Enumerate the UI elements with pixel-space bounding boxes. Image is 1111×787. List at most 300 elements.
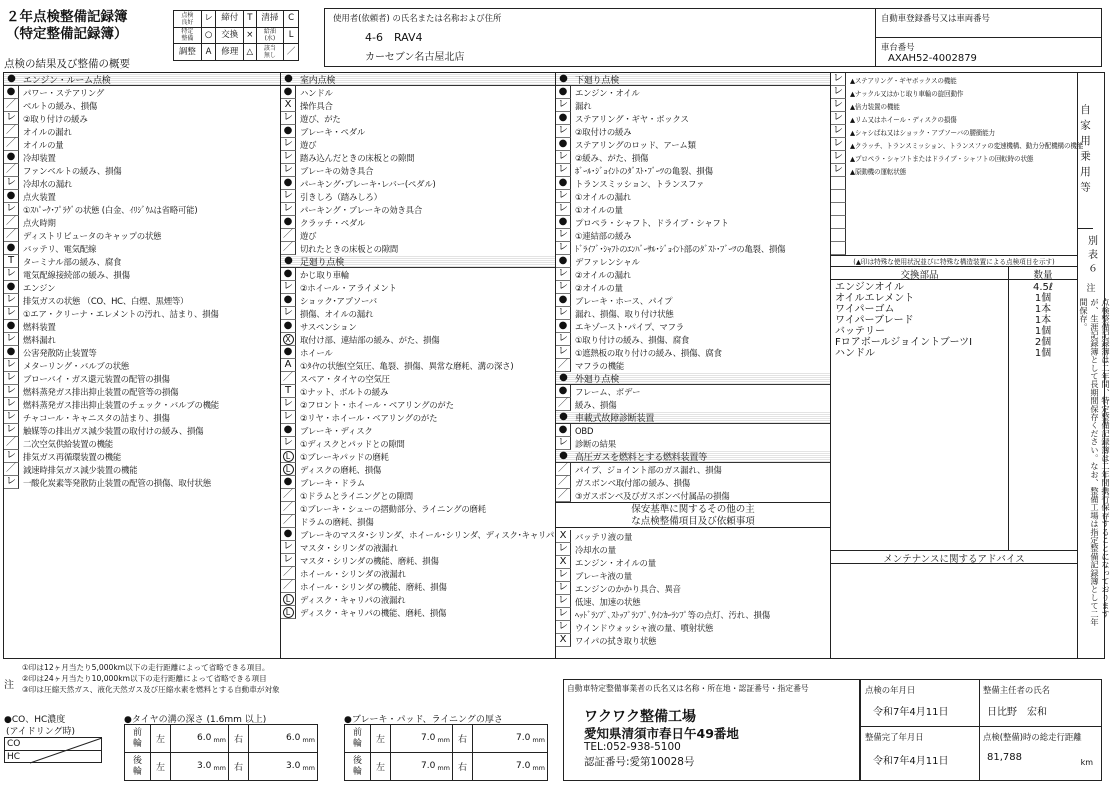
pad-front-right-label: 右: [453, 725, 473, 753]
item-label: パーキング・ブレーキの効き具合: [300, 204, 423, 215]
check-item: [281, 554, 555, 567]
check-mark[interactable]: レ: [4, 372, 19, 385]
check-item: [831, 164, 1077, 177]
check-item: [281, 242, 555, 255]
check-mark[interactable]: レ: [281, 138, 296, 151]
check-mark[interactable]: レ: [556, 125, 571, 138]
check-item: [4, 333, 280, 346]
item-label: オイルの量: [23, 139, 64, 150]
check-mark[interactable]: ●: [281, 216, 296, 229]
check-mark[interactable]: ●: [281, 528, 296, 541]
check-mark[interactable]: レ: [281, 281, 296, 294]
check-item: [831, 203, 1077, 216]
co-hc-blank-diagonal: [30, 738, 102, 763]
check-item: [831, 86, 1077, 99]
check-mark[interactable]: レ: [556, 582, 571, 595]
check-mark[interactable]: ／: [281, 580, 296, 593]
pad-front-label: 前 輪: [345, 725, 371, 753]
item-label: ①取り付けの緩み、損傷、腐食: [575, 334, 690, 345]
check-mark[interactable]: [831, 229, 846, 242]
check-mark[interactable]: レ: [556, 268, 571, 281]
check-mark[interactable]: ／: [281, 372, 296, 385]
check-mark[interactable]: ／: [4, 138, 19, 151]
check-mark[interactable]: レ: [4, 268, 19, 281]
check-mark[interactable]: ●: [559, 73, 568, 84]
check-item: [556, 476, 830, 489]
item-label: 取付け部、連結部の緩み、がた、損傷: [300, 334, 440, 345]
check-mark[interactable]: レ: [4, 359, 19, 372]
check-item: [4, 398, 280, 411]
check-mark[interactable]: ●: [556, 385, 571, 398]
item-label: ①ｽﾊﾟｰｸ･ﾌﾟﾗｸﾞの状態 (白金、ｲﾘｼﾞｳﾑは省略可能): [23, 204, 198, 215]
check-item: [281, 463, 555, 476]
check-mark[interactable]: レ: [4, 203, 19, 216]
check-mark[interactable]: レ: [556, 229, 571, 242]
check-item: [281, 411, 555, 424]
tire-front-left-value: 6.0: [197, 732, 212, 743]
check-mark[interactable]: レ: [281, 437, 296, 450]
check-mark[interactable]: [831, 190, 846, 203]
chassis-value: AXAH52-4002879: [888, 53, 977, 64]
check-item: [281, 450, 555, 463]
item-label: ①ﾀｲﾔの状態(空気圧、亀裂、損傷、異常な磨耗、溝の深さ): [300, 360, 514, 371]
check-item: [556, 203, 830, 216]
check-mark[interactable]: ●: [4, 281, 19, 294]
check-mark[interactable]: ●: [556, 216, 571, 229]
item-label: 燃料装置: [23, 321, 56, 332]
column-interior-chassis: [280, 72, 555, 659]
item-label: 車載式故障診断装置: [575, 413, 655, 424]
item-label: エキゾースト･パイプ、マフラ: [575, 321, 684, 332]
check-mark[interactable]: ／: [281, 489, 296, 502]
check-mark[interactable]: レ: [556, 151, 571, 164]
check-mark[interactable]: X: [556, 556, 571, 569]
check-mark[interactable]: レ: [281, 411, 296, 424]
check-item: [556, 216, 830, 229]
check-item: [4, 450, 280, 463]
item-label: マフラの機能: [575, 360, 625, 371]
check-mark[interactable]: ●: [281, 86, 296, 99]
check-mark[interactable]: ／: [281, 229, 296, 242]
check-mark[interactable]: レ: [281, 554, 296, 567]
check-item: [831, 177, 1077, 190]
check-mark[interactable]: ／: [281, 515, 296, 528]
customer-line2: カーセブン名古屋北店: [365, 52, 465, 63]
item-label: ③ガスボンベ及びガスボンベ付属品の損傷: [575, 490, 730, 501]
item-label: ブローバイ・ガス還元装置の配管の損傷: [23, 373, 170, 384]
check-mark[interactable]: [281, 463, 296, 476]
check-item: [4, 268, 280, 281]
side-strip: [1078, 72, 1111, 659]
item-label: ①オイルの量: [575, 204, 623, 215]
legend-label: 交換: [216, 27, 244, 44]
legend-label: 特定 整備: [174, 27, 202, 44]
check-item: [4, 463, 280, 476]
check-item: [281, 489, 555, 502]
advice-title: メンテナンスに関するアドバイス: [831, 551, 1077, 564]
check-mark[interactable]: ／: [556, 476, 571, 489]
part-qty: 1本: [1034, 315, 1052, 326]
check-mark[interactable]: A: [281, 359, 296, 372]
check-mark[interactable]: ●: [556, 112, 571, 125]
check-item: [4, 307, 280, 320]
check-mark[interactable]: ●: [556, 255, 571, 268]
shop-address: 愛知県清須市春日午49番地: [584, 726, 739, 741]
item-label: 燃料蒸発ガス排出抑止装置の配管等の損傷: [23, 386, 179, 397]
tire-table: [124, 724, 318, 781]
item-label: ②取付けの緩み: [575, 126, 632, 137]
check-mark[interactable]: ／: [4, 437, 19, 450]
check-mark[interactable]: レ: [4, 476, 19, 489]
check-mark[interactable]: ●: [556, 177, 571, 190]
item-label: ハンドル: [300, 87, 333, 98]
item-label: ファンベルトの緩み、損傷: [23, 165, 122, 176]
check-item: [4, 203, 280, 216]
check-mark[interactable]: レ: [281, 541, 296, 554]
check-mark[interactable]: レ: [556, 99, 571, 112]
check-mark[interactable]: レ: [556, 608, 571, 621]
check-mark[interactable]: レ: [556, 281, 571, 294]
item-label: 減速時排気ガス減少装置の機能: [23, 464, 138, 475]
check-mark[interactable]: レ: [831, 151, 846, 164]
check-item: [281, 476, 555, 489]
check-mark[interactable]: ／: [556, 398, 571, 411]
item-label: 冷却水の漏れ: [23, 178, 73, 189]
check-mark[interactable]: ／: [281, 567, 296, 580]
check-mark[interactable]: ●: [281, 294, 296, 307]
item-label: マスタ・シリンダの液漏れ: [300, 542, 398, 553]
check-item: [4, 385, 280, 398]
item-label: パイプ、ジョイント部のガス漏れ、損傷: [575, 464, 722, 475]
check-mark[interactable]: ●: [281, 424, 296, 437]
check-mark[interactable]: レ: [831, 125, 846, 138]
legend-table: [173, 10, 299, 61]
check-mark[interactable]: ／: [4, 216, 19, 229]
check-mark[interactable]: [831, 216, 846, 229]
check-mark[interactable]: レ: [4, 112, 19, 125]
check-mark[interactable]: レ: [281, 307, 296, 320]
check-mark[interactable]: ／: [281, 502, 296, 515]
item-label: ②取り付けの緩み: [23, 113, 88, 124]
column-engine-room: [3, 72, 280, 659]
item-label: 高圧ガスを燃料とする燃料装置等: [575, 452, 708, 463]
check-mark[interactable]: レ: [831, 164, 846, 177]
item-label: ①連結部の緩み: [575, 230, 632, 241]
check-item: [281, 359, 555, 372]
item-label: ▲プロペラ・シャフトまたはドライブ・シャフトの回転時の状態: [850, 154, 1034, 163]
check-mark[interactable]: ／: [4, 463, 19, 476]
check-mark[interactable]: ●: [281, 476, 296, 489]
item-label: 触媒等の排出ガス減少装置の取付けの緩み、損傷: [23, 425, 204, 436]
pad-front-right-value: 7.0: [516, 732, 531, 743]
item-label: ▲倍力装置の機能: [850, 102, 900, 111]
tire-rear-right-value: 3.0: [286, 760, 301, 771]
check-mark[interactable]: [831, 177, 846, 190]
check-mark[interactable]: ●: [4, 242, 19, 255]
chief-label: 整備主任者の氏名: [983, 685, 1050, 695]
check-item: [281, 346, 555, 359]
check-mark[interactable]: [281, 333, 296, 346]
check-item: [4, 281, 280, 294]
check-mark[interactable]: ●: [556, 424, 571, 437]
check-item: [556, 556, 830, 569]
item-label: ステアリング・ギヤ・ボックス: [575, 113, 689, 124]
check-mark[interactable]: ●: [284, 255, 293, 266]
check-mark[interactable]: レ: [281, 112, 296, 125]
check-mark[interactable]: ●: [4, 190, 19, 203]
item-label: 損傷、オイルの漏れ: [300, 308, 374, 319]
check-mark[interactable]: レ: [556, 569, 571, 582]
check-mark[interactable]: レ: [4, 333, 19, 346]
item-label: ガスボンベ取付部の緩み、損傷: [575, 477, 690, 488]
check-mark[interactable]: ●: [4, 86, 19, 99]
check-mark[interactable]: レ: [4, 450, 19, 463]
check-mark[interactable]: レ: [831, 73, 846, 86]
check-mark[interactable]: ／: [4, 99, 19, 112]
check-mark[interactable]: ●: [281, 177, 296, 190]
item-label: 点火時期: [23, 217, 56, 228]
item-label: ▲クラッチ、トランスミッション、トランスファの変速機構、動力分配機構の機能: [850, 141, 1084, 150]
item-label: ワイパの拭き取り状態: [575, 635, 657, 646]
pad-rear-right-value: 7.0: [516, 760, 531, 771]
part-qty: 2個: [1034, 337, 1052, 348]
check-mark[interactable]: X: [281, 99, 296, 112]
item-label: ①ブレーキ・シューの摺動部分、ライニングの磨耗: [300, 503, 486, 514]
check-mark[interactable]: レ: [556, 203, 571, 216]
parts-header-name: 交換部品: [831, 267, 1009, 279]
check-mark[interactable]: ●: [4, 320, 19, 333]
check-mark[interactable]: レ: [556, 621, 571, 634]
check-item: [4, 229, 280, 242]
special-note: (▲印は特殊な使用状況並びに特殊な構造装置による点検項目を示す): [831, 255, 1077, 267]
check-item: [556, 463, 830, 476]
check-item: [556, 346, 830, 359]
check-mark[interactable]: ●: [559, 411, 568, 422]
check-item: [556, 398, 830, 411]
mileage-value: 81,788: [987, 752, 1022, 763]
check-mark[interactable]: レ: [556, 242, 571, 255]
check-mark[interactable]: レ: [4, 424, 19, 437]
check-mark[interactable]: レ: [556, 307, 571, 320]
check-mark[interactable]: レ: [281, 190, 296, 203]
item-label: 一酸化炭素等発散防止装置の配管の損傷、取付状態: [23, 477, 212, 488]
check-mark[interactable]: ／: [556, 489, 571, 502]
item-label: エンジン: [23, 282, 56, 293]
part-qty: 4.5ℓ: [1032, 282, 1054, 293]
check-mark[interactable]: ●: [284, 73, 293, 84]
check-mark[interactable]: X: [556, 530, 571, 543]
check-mark[interactable]: レ: [556, 164, 571, 177]
check-item: [556, 242, 830, 255]
check-item: [281, 385, 555, 398]
footnote-line: ①印は12ヶ月当たり5,000km以下の走行距離によって省略できる項目。: [22, 663, 270, 672]
check-item: [831, 229, 1077, 242]
check-mark[interactable]: [831, 203, 846, 216]
tire-front-right-cell: [249, 725, 318, 753]
check-item: [281, 515, 555, 528]
check-item: [556, 530, 830, 543]
item-label: エンジン・オイルの量: [575, 557, 656, 568]
item-label: ②緩み、がた、損傷: [575, 152, 649, 163]
check-mark[interactable]: ●: [281, 125, 296, 138]
item-label: ②ホイール・アライメント: [300, 282, 397, 293]
check-item: [281, 580, 555, 593]
check-item: [556, 86, 830, 99]
hc-label: HC: [7, 752, 21, 762]
co-hc-subtitle: (アイドリング時): [6, 727, 76, 737]
item-label: 冷却水の量: [575, 544, 616, 555]
circled-mark: L: [283, 607, 294, 618]
item-label: ①エア・クリーナ・エレメントの汚れ、詰まり、損傷: [23, 308, 219, 319]
co-label: CO: [7, 739, 21, 749]
item-label: ステアリングのロッド、アーム類: [575, 139, 696, 150]
legend-symbol: A: [201, 44, 216, 61]
check-mark[interactable]: ●: [281, 268, 296, 281]
item-label: ディストリビュータのキャップの状態: [23, 230, 162, 241]
check-mark[interactable]: レ: [556, 346, 571, 359]
check-mark[interactable]: [281, 606, 296, 619]
check-mark[interactable]: ／: [4, 229, 19, 242]
check-mark[interactable]: [281, 593, 296, 606]
check-mark[interactable]: レ: [4, 177, 19, 190]
check-mark[interactable]: ／: [556, 359, 571, 372]
item-label: ホイール・シリンダの液漏れ: [300, 568, 406, 579]
check-mark[interactable]: レ: [831, 86, 846, 99]
item-label: ホイール: [300, 347, 333, 358]
other-items-header: [556, 502, 830, 528]
check-mark[interactable]: [281, 450, 296, 463]
check-item: [556, 164, 830, 177]
results-title: 点検の結果及び整備の概要: [4, 58, 130, 70]
check-mark[interactable]: レ: [556, 543, 571, 556]
check-item: [281, 86, 555, 99]
check-mark[interactable]: ●: [4, 151, 19, 164]
check-item: [281, 320, 555, 333]
check-mark[interactable]: レ: [831, 112, 846, 125]
check-item: [4, 255, 280, 268]
check-mark[interactable]: ●: [556, 320, 571, 333]
check-mark[interactable]: レ: [556, 437, 571, 450]
item-label: 排気ガス再循環装置の機能: [23, 451, 122, 462]
check-mark[interactable]: ●: [556, 86, 571, 99]
check-mark[interactable]: X: [556, 634, 571, 647]
check-item: [831, 125, 1077, 138]
check-mark[interactable]: ●: [559, 372, 568, 383]
circled-mark: L: [283, 451, 294, 462]
check-mark[interactable]: ／: [281, 242, 296, 255]
tire-front-left-cell: [171, 725, 229, 753]
check-mark[interactable]: T: [4, 255, 19, 268]
check-mark[interactable]: ／: [4, 125, 19, 138]
check-mark[interactable]: レ: [556, 333, 571, 346]
shop-label: 自動車特定整備事業者の氏名又は名称・所在地・認証番号・指定番号: [567, 684, 809, 693]
check-item: [556, 99, 830, 112]
check-item: [281, 307, 555, 320]
check-item: [556, 333, 830, 346]
check-mark[interactable]: ／: [4, 164, 19, 177]
co-hc-title: ●CO、HC濃度: [4, 715, 66, 725]
check-mark[interactable]: レ: [281, 151, 296, 164]
check-item: [556, 385, 830, 398]
check-mark[interactable]: レ: [4, 294, 19, 307]
check-mark[interactable]: レ: [4, 385, 19, 398]
check-mark[interactable]: ●: [281, 320, 296, 333]
check-item: [281, 294, 555, 307]
item-label: 操作具合: [300, 100, 333, 111]
legend-symbol: ○: [201, 27, 216, 44]
tire-rear-left-label: 左: [151, 753, 171, 781]
check-mark[interactable]: ●: [7, 73, 16, 84]
item-label: 漏れ: [575, 100, 592, 111]
check-mark[interactable]: レ: [831, 99, 846, 112]
check-mark[interactable]: レ: [4, 307, 19, 320]
part-name: FロアボールジョイントブーツI: [835, 337, 973, 348]
check-mark[interactable]: ●: [559, 450, 568, 461]
check-item: [4, 424, 280, 437]
check-item: [281, 229, 555, 242]
check-mark[interactable]: レ: [4, 411, 19, 424]
legend-symbol: △: [244, 44, 257, 61]
shop-name: ワクワク整備工場: [584, 709, 696, 725]
item-label: 引きしろ（踏みしろ）: [300, 191, 382, 202]
column-special: [830, 72, 1084, 659]
unit-label: mm: [213, 736, 226, 745]
check-mark[interactable]: レ: [4, 398, 19, 411]
check-item: [281, 528, 555, 541]
item-label: ショック･アブソーバ: [300, 295, 377, 306]
check-mark[interactable]: ●: [556, 294, 571, 307]
check-item: [281, 281, 555, 294]
check-item: [4, 411, 280, 424]
item-label: ②フロント・ホイール・ベアリングのがた: [300, 399, 454, 410]
check-mark[interactable]: レ: [281, 203, 296, 216]
check-item: [281, 541, 555, 554]
item-label: ①ディスクとパッドとの隙間: [300, 438, 405, 449]
check-item: [556, 320, 830, 333]
legend-label: 清掃: [256, 11, 284, 28]
check-item: [281, 606, 555, 619]
check-mark[interactable]: ●: [281, 346, 296, 359]
pad-title: ●ブレーキ・パッド、ライニングの厚さ: [344, 715, 503, 725]
footnotes-label: 注: [4, 680, 14, 691]
pad-front-left-value: 7.0: [421, 732, 436, 743]
check-item: [556, 582, 830, 595]
check-item: [556, 621, 830, 634]
check-item: [4, 242, 280, 255]
check-mark[interactable]: ／: [556, 463, 571, 476]
section-header: [556, 450, 830, 463]
check-mark[interactable]: レ: [556, 595, 571, 608]
check-mark[interactable]: ●: [556, 138, 571, 151]
check-mark[interactable]: T: [281, 385, 296, 398]
item-label: ブレーキ・ホース、パイプ: [575, 295, 673, 306]
item-label: ブレーキの効き具合: [300, 165, 374, 176]
check-mark[interactable]: レ: [281, 164, 296, 177]
check-mark[interactable]: [831, 242, 846, 255]
check-item: [281, 177, 555, 190]
check-item: [281, 190, 555, 203]
check-item: [556, 424, 830, 437]
item-label: OBD: [575, 425, 594, 436]
item-label: ブレーキ液の量: [575, 570, 632, 581]
check-mark[interactable]: レ: [556, 190, 571, 203]
item-label: ディスク・キャリパの機能、磨耗、損傷: [300, 607, 447, 618]
check-mark[interactable]: レ: [281, 398, 296, 411]
part-name: エンジンオイル: [835, 282, 904, 293]
check-mark[interactable]: レ: [831, 138, 846, 151]
check-mark[interactable]: ●: [4, 346, 19, 359]
section-header: [556, 372, 830, 385]
